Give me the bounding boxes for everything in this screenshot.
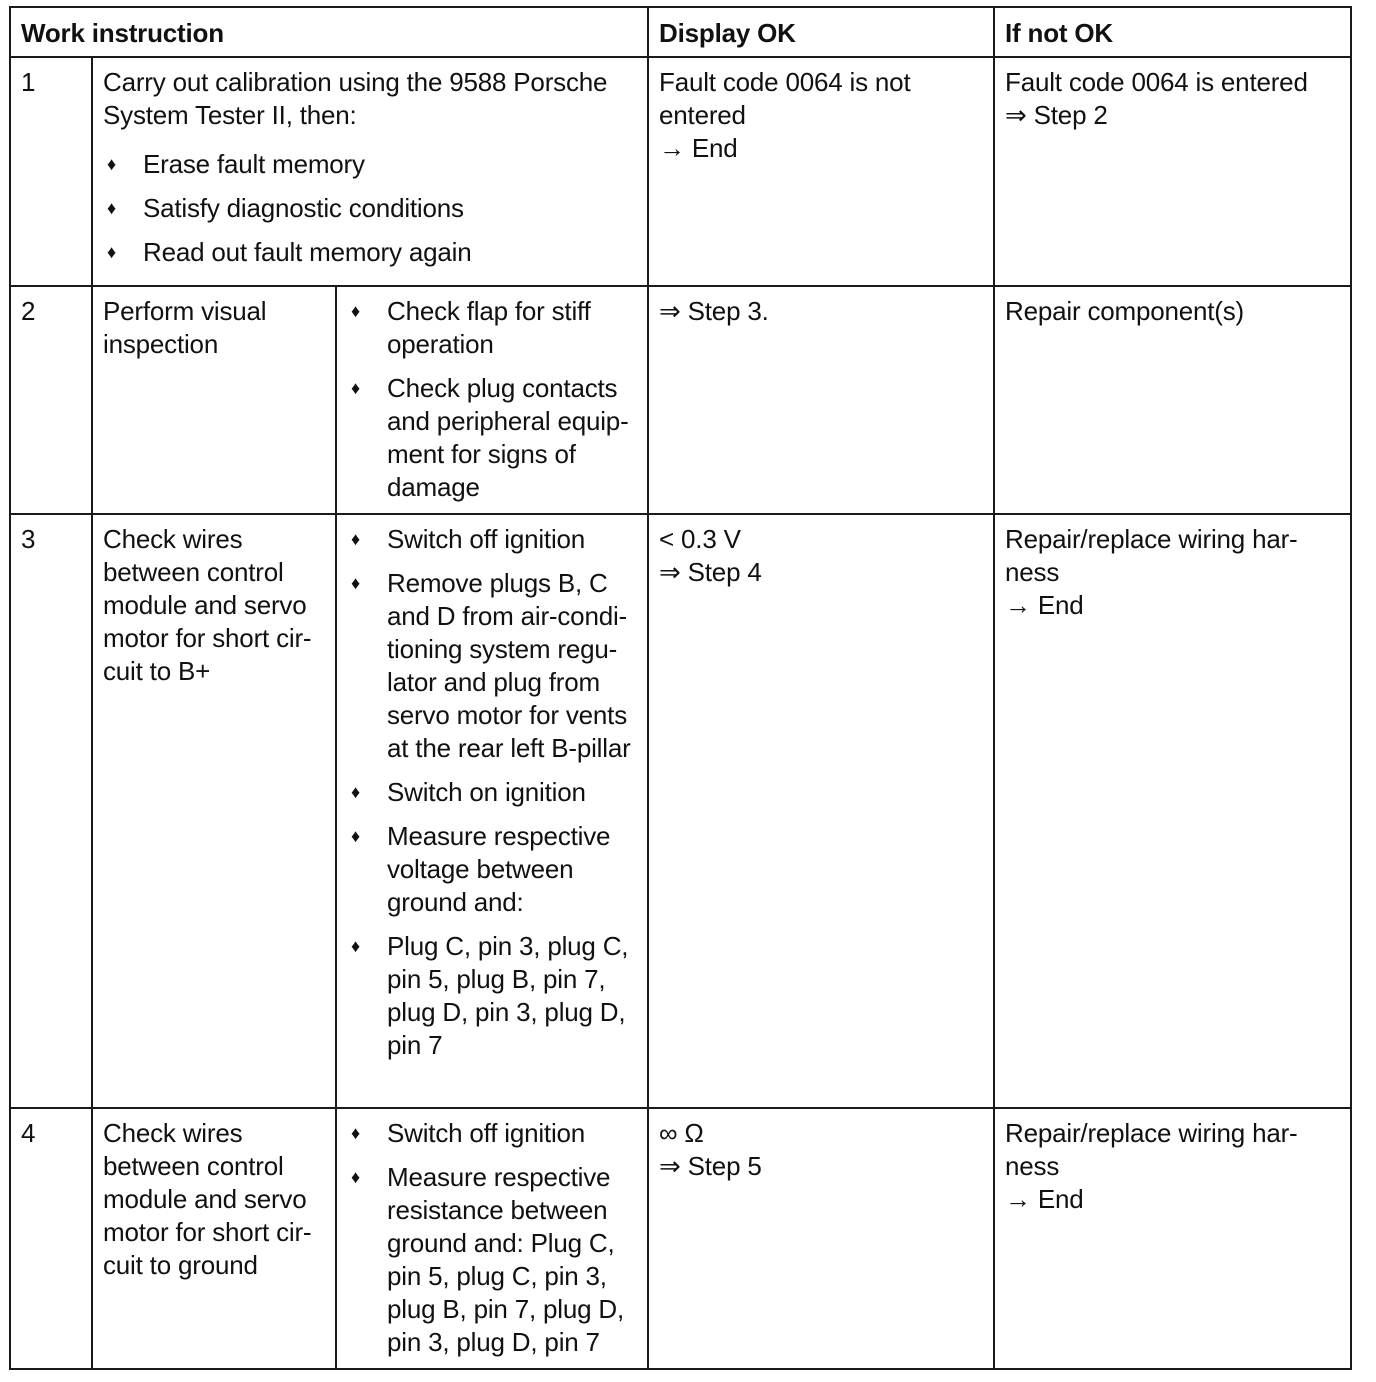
procedure-cell [336, 286, 648, 514]
list-item: ♦ Switch off ignition [351, 1118, 586, 1148]
bullet-list [347, 295, 637, 504]
table-row [10, 514, 1351, 1108]
result-next: ⇒ Step 4 [659, 557, 762, 587]
result-next: → End [1005, 590, 1084, 620]
step-title: Perform visual inspection [92, 286, 336, 514]
step-number: 3 [10, 514, 92, 1108]
display-ok-cell [648, 286, 994, 514]
diamond-bullet-icon: ♦ [107, 242, 116, 262]
list-item: ♦ Remove plugs B, C and D from air-condi-tioning system regu-lator and plug from servo motor for vents at the rear left B-pillar [351, 568, 631, 763]
diamond-bullet-icon: ♦ [351, 1123, 360, 1143]
bullet-list [347, 523, 637, 1062]
if-not-ok-cell [994, 286, 1351, 514]
result-next: ⇒ Step 5 [659, 1151, 762, 1181]
diamond-bullet-icon: ♦ [351, 301, 360, 321]
table-row [10, 1108, 1351, 1369]
result-next: → End [659, 133, 738, 163]
diamond-bullet-icon: ♦ [351, 826, 360, 846]
if-not-ok-cell [994, 57, 1351, 286]
header-if-not-ok: If not OK [994, 7, 1351, 57]
if-not-ok-cell [994, 1108, 1351, 1369]
diamond-bullet-icon: ♦ [351, 378, 360, 398]
diamond-bullet-icon: ♦ [351, 573, 360, 593]
list-item: ♦ Read out fault memory again [107, 237, 472, 267]
header-work-instruction: Work instruction [10, 7, 648, 57]
diamond-bullet-icon: ♦ [351, 782, 360, 802]
table-row [10, 57, 1351, 286]
step-title: Check wires between control module and servo motor for short cir-cuit to ground [92, 1108, 336, 1369]
result-next: → End [1005, 1184, 1084, 1214]
diamond-bullet-icon: ♦ [351, 936, 360, 956]
work-instruction-table [9, 6, 1352, 1370]
list-item: ♦ Check flap for stiff operation [351, 296, 591, 359]
list-item: ♦ Erase fault memory [107, 149, 365, 179]
list-item: ♦ Measure respective voltage between ground and: [351, 821, 611, 917]
result-text: Fault code 0064 is not entered [659, 67, 911, 130]
procedure-cell [336, 1108, 648, 1369]
step-number: 2 [10, 286, 92, 514]
list-item: ♦ Switch on ignition [351, 777, 586, 807]
table-header-row [10, 7, 1351, 57]
step-number: 4 [10, 1108, 92, 1369]
work-instruction-cell [92, 57, 648, 286]
result-next: ⇒ Step 2 [1005, 100, 1108, 130]
step-number: 1 [10, 57, 92, 286]
diamond-bullet-icon: ♦ [351, 529, 360, 549]
list-item: ♦ Measure respective resistance between ground and: Plug C, pin 5, plug C, pin 3, plug B, pin 7, plug D, pin 3, plug D, pin 7 [351, 1162, 624, 1357]
result-text: Repair component(s) [1005, 296, 1245, 326]
diamond-bullet-icon: ♦ [107, 154, 116, 174]
display-ok-cell [648, 1108, 994, 1369]
diamond-bullet-icon: ♦ [107, 198, 116, 218]
result-next: ⇒ Step 3. [659, 296, 769, 326]
diamond-bullet-icon: ♦ [351, 1167, 360, 1187]
table-row [10, 286, 1351, 514]
procedure-cell [336, 514, 648, 1108]
bullet-list [103, 148, 637, 269]
if-not-ok-cell [994, 514, 1351, 1108]
result-text: < 0.3 V [659, 524, 741, 554]
instruction-intro: Carry out calibration using the 9588 Porsche System Tester II, then: [103, 67, 608, 130]
result-text: ∞ Ω [659, 1118, 704, 1148]
list-item: ♦ Check plug contacts and peripheral equip-ment for signs of damage [351, 373, 629, 502]
display-ok-cell [648, 57, 994, 286]
result-text: Fault code 0064 is entered [1005, 67, 1308, 97]
step-title: Check wires between control module and servo motor for short cir-cuit to B+ [92, 514, 336, 1108]
display-ok-cell [648, 514, 994, 1108]
result-text: Repair/replace wiring har-ness [1005, 1118, 1298, 1181]
bullet-list [347, 1117, 637, 1359]
header-display-ok: Display OK [648, 7, 994, 57]
list-item: ♦ Satisfy diagnostic conditions [107, 193, 464, 223]
list-item: ♦ Switch off ignition [351, 524, 586, 554]
result-text: Repair/replace wiring har-ness [1005, 524, 1298, 587]
list-item: ♦ Plug C, pin 3, plug C, pin 5, plug B, pin 7, plug D, pin 3, plug D, pin 7 [351, 931, 629, 1060]
